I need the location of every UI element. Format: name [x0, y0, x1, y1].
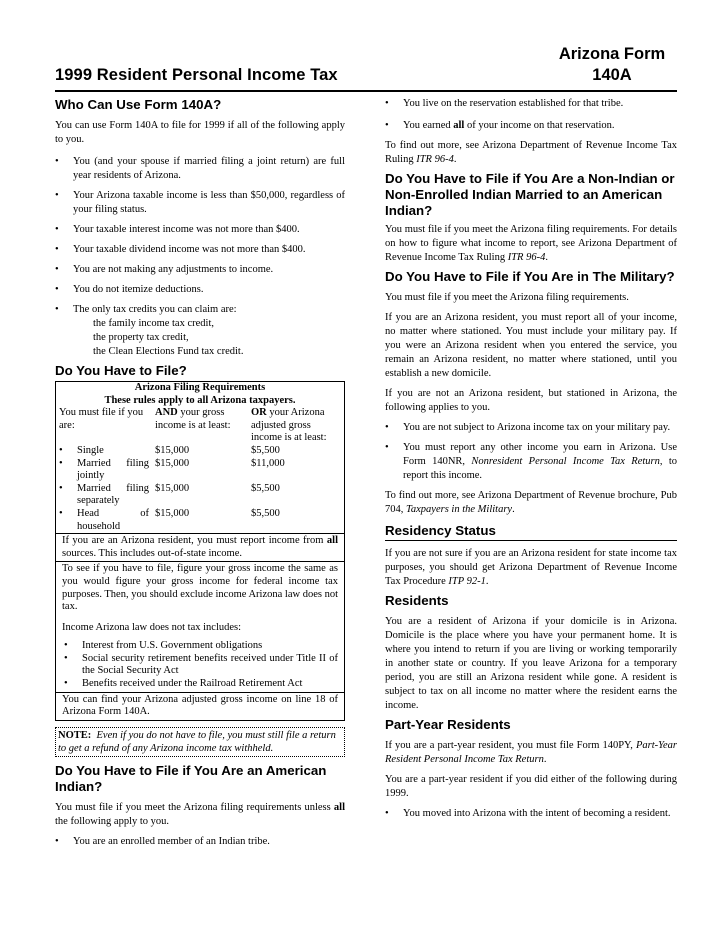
- gross-cell: $15,000: [155, 444, 190, 456]
- partyear-form: Part-Year Resident Personal Income Tax Return: [385, 740, 677, 765]
- gross-cell: $15,000: [155, 507, 190, 519]
- agi-cell: $5,500: [251, 444, 280, 456]
- table-row: [56, 445, 344, 458]
- nonindian-paragraph: [385, 223, 677, 265]
- agi-cell: $11,000: [251, 457, 285, 469]
- credit-item: the family income tax credit,: [93, 318, 214, 329]
- page-header: [55, 40, 677, 92]
- military-list: [385, 421, 677, 483]
- indian-more-end: .: [453, 154, 457, 165]
- right-column: [385, 97, 677, 821]
- exclude-intro: Income Arizona law does not tax includes:: [62, 621, 242, 633]
- credit-item: the Clean Elections Fund tax credit.: [93, 346, 244, 357]
- military-more-end: .: [512, 504, 515, 515]
- residents-paragraph: You are a resident of Arizona if your domicile is in Arizona. Domicile is the place where you have your permanent home. It is where you intend to return if you are living or working temporarily in another state or country. If you leave Arizona for a temporary period, you are still an Arizona resident while gone. A resident is subject to tax on all income no matter where the resident earns the income.: [385, 616, 677, 711]
- header-agi-bold: OR: [251, 407, 267, 419]
- exclude-item: • Social security retirement benefits received under Title II of the Social Security Act: [64, 653, 338, 678]
- indian-list: [55, 835, 345, 849]
- partyear-paragraph: [385, 739, 677, 767]
- table-header-row: [56, 407, 344, 445]
- military-more: [385, 489, 677, 517]
- resident-bold: all: [326, 535, 338, 547]
- status-cell: [56, 445, 152, 458]
- military-p2: If you are an Arizona resident, you must report all of your income, no matter where stationed. You must include your military pay. If you were an Arizona resident when you entered the service, you remain an Arizona resident, no matter where stationed, until you establish a new domicile.: [385, 312, 677, 379]
- residents-heading: Residents: [385, 593, 449, 608]
- indian-bold: all: [333, 801, 345, 813]
- military-item2-end: , to report this income.: [403, 456, 677, 481]
- partyear-heading: Part-Year Residents: [385, 717, 511, 732]
- indian-paragraph: [55, 801, 345, 829]
- note-text: Even if you do not have to file, you must still file a return to get a refund of any Arizona income tax withheld.: [58, 729, 336, 754]
- indian-item: • You are an enrolled member of an Indian tribe.: [55, 835, 345, 849]
- who-item: • Your taxable dividend income was not more than $400.: [55, 243, 345, 257]
- indian-more-text: To find out more, see Arizona Department of Revenue Income Tax Ruling: [385, 140, 677, 165]
- nonindian-ruling: ITR 96-4: [507, 252, 546, 263]
- header-rule: [55, 90, 677, 92]
- status-text: • Married filing jointly: [59, 458, 149, 483]
- residency-procedure: ITP 92-1: [448, 576, 486, 587]
- credits-list: [55, 317, 345, 359]
- resident-income-section: [56, 533, 344, 561]
- military-item2-text: You must report any other income you earn in Arizona. Use Form 140NR,: [403, 442, 677, 467]
- status-text: • Head of household: [59, 508, 149, 533]
- filing-requirements-box: [55, 381, 345, 721]
- file-heading: Do You Have to File?: [55, 363, 187, 378]
- residency-end: .: [485, 576, 489, 587]
- box-title: Arizona Filing Requirements: [134, 382, 266, 393]
- header-status: You must file if you are:: [59, 407, 144, 431]
- requirements-table: [56, 407, 344, 533]
- table-row: [56, 508, 344, 533]
- indian-item: [385, 119, 677, 133]
- partyear-item: • You moved into Arizona with the intent of becoming a resident.: [385, 807, 677, 821]
- who-item: • You are not making any adjustments to income.: [55, 263, 345, 277]
- indian-list-continued: [385, 97, 677, 133]
- who-heading: Who Can Use Form 140A?: [55, 97, 222, 112]
- who-intro: You can use Form 140A to file for 1999 if all of the following apply to you.: [55, 120, 345, 145]
- gross-cell: $15,000: [155, 482, 190, 494]
- note-label: NOTE:: [58, 729, 92, 741]
- who-list: [55, 155, 345, 317]
- table-row: [56, 483, 344, 508]
- indian-more-ruling: ITR 96-4: [416, 154, 454, 165]
- document-title: 1999 Resident Personal Income Tax: [55, 66, 338, 84]
- table-row: [56, 458, 344, 483]
- header-gross-rest: your gross income is at least:: [155, 407, 231, 431]
- indian-heading: Do You Have to File if You Are an American Indian?: [55, 762, 327, 794]
- partyear-p2: You are a part-year resident if you did either of the following during 1999.: [385, 774, 677, 799]
- form-number: [547, 44, 677, 86]
- agi-cell: $5,500: [251, 482, 280, 494]
- resident-text: If you are an Arizona resident, you must report income from: [62, 535, 327, 547]
- partyear-end: .: [543, 754, 547, 765]
- agi-cell: $5,500: [251, 507, 280, 519]
- military-item2-form: Nonresident Personal Income Tax Return: [471, 456, 660, 467]
- who-item: • Your Arizona taxable income is less than $50,000, regardless of your filing status.: [55, 189, 345, 217]
- indian-text: You must file if you meet the Arizona filing requirements unless: [55, 801, 334, 813]
- see-if-file-text: To see if you have to file, figure your gross income the same as you would figure your gross income for federal income tax purposes. Then, you should exclude income Arizona law does not tax.: [62, 563, 338, 613]
- header-gross: [152, 407, 248, 445]
- gross-cell: $15,000: [155, 457, 190, 469]
- indian-text-end: the following apply to you.: [55, 815, 170, 827]
- residency-text: If you are not sure if you are an Arizona resident for state income tax purposes, you should get Arizona Department of Revenue Income Tax Procedure: [385, 548, 677, 587]
- status-cell: [56, 483, 152, 508]
- nonindian-text: You must file if you meet the Arizona filing requirements. For details on how to figure what income to report, see Arizona Department of Revenue Income Tax Ruling: [385, 224, 677, 263]
- status-text: • Single: [59, 445, 149, 458]
- indian-item3-text: You earned: [403, 120, 454, 131]
- exclude-list: [62, 640, 338, 690]
- status-cell: [56, 458, 152, 483]
- indian-item3-end: of your income on that reservation.: [464, 120, 615, 131]
- header-agi: [248, 407, 344, 445]
- note-box: [55, 727, 345, 757]
- form-number-line1: Arizona Form: [558, 45, 666, 63]
- exclude-item: • Interest from U.S. Government obligations: [64, 640, 338, 653]
- indian-item3-bold: all: [453, 120, 465, 131]
- header-gross-bold: AND: [155, 407, 178, 419]
- military-more-pub: Taxpayers in the Military: [406, 504, 513, 515]
- military-more-text: To find out more, see Arizona Department of Revenue brochure, Pub 704,: [385, 490, 677, 515]
- military-heading: Do You Have to File if You Are in The Military?: [385, 269, 675, 284]
- status-text: • Married filing separately: [59, 483, 149, 508]
- credit-item: the property tax credit,: [93, 332, 189, 343]
- exclude-item: • Benefits received under the Railroad Retirement Act: [64, 678, 338, 691]
- who-item: • The only tax credits you can claim are:: [55, 303, 345, 317]
- nonindian-heading: Do You Have to File if You Are a Non-Indian or Non-Enrolled Indian Married to an American Indian?: [385, 171, 675, 218]
- header-agi-rest: your Arizona adjusted gross income is at least:: [251, 407, 327, 444]
- military-p3: If you are not an Arizona resident, but stationed in Arizona, the following applies to you.: [385, 388, 677, 413]
- partyear-text: If you are a part-year resident, you must file Form 140PY,: [385, 740, 636, 751]
- see-if-file-section: [56, 561, 344, 691]
- box-subtitle: These rules apply to all Arizona taxpayers.: [104, 394, 296, 406]
- who-item: • You do not itemize deductions.: [55, 283, 345, 297]
- form-number-line2: 140A: [592, 66, 632, 84]
- status-cell: [56, 508, 152, 533]
- resident-text-end: sources. This includes out-of-state income.: [62, 547, 243, 559]
- indian-more: [385, 139, 677, 167]
- residency-paragraph: [385, 547, 677, 589]
- indian-item: • You live on the reservation established for that tribe.: [385, 97, 677, 111]
- who-item: • You (and your spouse if married filing a joint return) are full year residents of Arizona.: [55, 155, 345, 183]
- military-item: [385, 441, 677, 483]
- agi-line-section: You can find your Arizona adjusted gross income on line 18 of Arizona Form 140A.: [56, 692, 344, 720]
- who-item: • Your taxable interest income was not more than $400.: [55, 223, 345, 237]
- military-item: • You are not subject to Arizona income tax on your military pay.: [385, 421, 677, 435]
- left-column: [55, 97, 345, 849]
- nonindian-end: .: [545, 252, 548, 263]
- partyear-list: [385, 807, 677, 821]
- residency-heading: Residency Status: [385, 523, 677, 541]
- military-p1: You must file if you meet the Arizona filing requirements.: [385, 292, 629, 303]
